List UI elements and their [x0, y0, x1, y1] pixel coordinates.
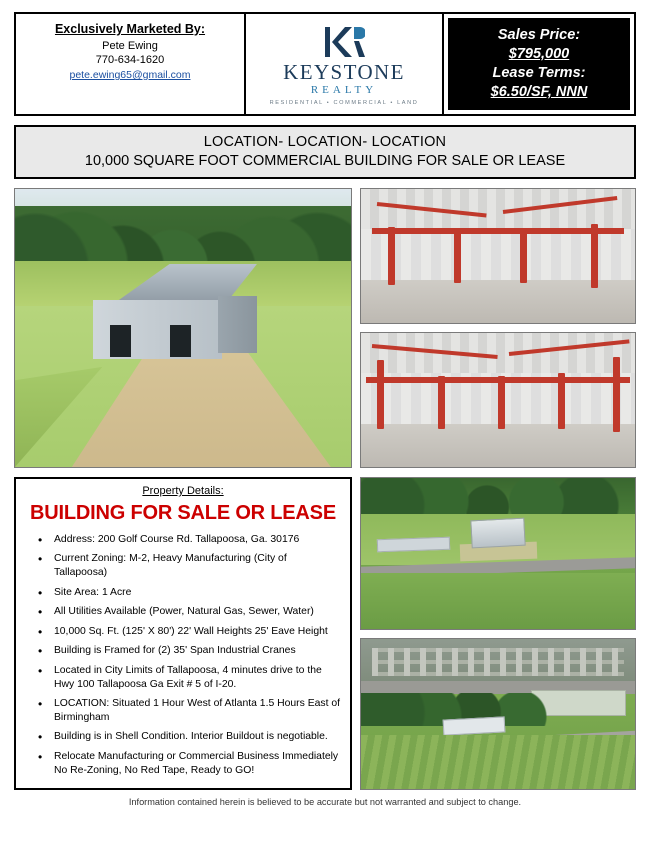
photo-steel-column [388, 227, 395, 286]
list-item: • Current Zoning: M-2, Heavy Manufacturing (City of Tallapoosa) [42, 552, 342, 580]
photo-building-door-left [110, 325, 131, 357]
details-bullet-list [24, 533, 342, 778]
photo-town-area [361, 639, 635, 684]
property-details-panel [14, 477, 352, 790]
details-heading: BUILDING FOR SALE OR LEASE [30, 502, 336, 524]
headline-banner [14, 125, 636, 179]
list-item: • LOCATION: Situated 1 Hour West of Atlanta 1.5 Hours East of Birmingham [42, 697, 342, 725]
kr-monogram-icon [323, 25, 365, 59]
photo-roof-deck [361, 333, 635, 374]
photo-subject-building [443, 717, 506, 736]
interior-photo-column [360, 188, 636, 468]
photo-building-door-right [170, 325, 191, 357]
exclusively-marketed-by-label: Exclusively Marketed By: [54, 22, 206, 36]
photo-tree-canopy [361, 478, 635, 517]
lease-terms-label: Lease Terms: [492, 65, 586, 81]
agent-email-link[interactable]: pete.ewing65@gmail.com [69, 69, 191, 81]
headline-line-2: 10,000 SQUARE FOOT COMMERCIAL BUILDING FOR SALE OR LEASE [84, 153, 566, 169]
price-panel [444, 14, 634, 114]
photo-steel-column [591, 224, 598, 288]
list-item: • All Utilities Available (Power, Natural Gas, Sewer, Water) [42, 605, 342, 619]
interior-shell-photo-1 [360, 188, 636, 324]
photo-steel-column [498, 376, 505, 430]
exterior-building-photo [14, 188, 352, 468]
logo-tagline: RESIDENTIAL • COMMERCIAL • LAND [269, 99, 419, 106]
details-and-aerials-row [14, 477, 636, 790]
lease-terms-value: $6.50/SF, NNN [490, 84, 588, 101]
photo-steel-column [454, 229, 461, 283]
sales-price-value: $795,000 [508, 45, 570, 62]
list-item: • Address: 200 Golf Course Rd. Tallapoosa, Ga. 30176 [42, 533, 342, 547]
list-item: • Site Area: 1 Acre [42, 586, 342, 600]
aerial-photo-column [360, 477, 636, 790]
list-item: • Building is Framed for (2) 35' Span Industrial Cranes [42, 644, 342, 658]
photo-metal-building [82, 264, 257, 359]
photo-building-side-wall [218, 296, 256, 353]
photo-steel-column [438, 376, 445, 430]
aerial-area-context-photo [360, 638, 636, 791]
photo-row-top [14, 188, 636, 468]
list-item: • Relocate Manufacturing or Commercial Business Immediately No Re-Zoning, No Red Tape, Ready to GO! [42, 750, 342, 778]
photo-steel-beam [372, 228, 624, 234]
interior-shell-photo-2 [360, 332, 636, 468]
photo-steel-column [558, 373, 565, 429]
logo-wordmark: KEYSTONE [283, 59, 405, 84]
list-item: • Building is in Shell Condition. Interior Buildout is negotiable. [42, 730, 342, 744]
photo-foreground-field [361, 573, 635, 629]
agent-phone: 770-634-1620 [95, 54, 165, 66]
brand-logo [244, 14, 444, 114]
photo-steel-column [613, 357, 620, 432]
photo-steel-column [377, 360, 384, 430]
property-details-label: Property Details: [142, 485, 224, 497]
headline-line-1: LOCATION- LOCATION- LOCATION [203, 134, 447, 150]
photo-crop-field [361, 735, 635, 789]
photo-concrete-floor [361, 424, 635, 467]
sales-price-label: Sales Price: [497, 26, 581, 43]
aerial-property-photo [360, 477, 636, 630]
header-contact-block [16, 14, 244, 114]
header [14, 12, 636, 116]
list-item: • Located in City Limits of Tallapoosa, 4 minutes drive to the Hwy 100 Tallapoosa Ga Exit # 5 of I-20. [42, 664, 342, 692]
agent-name: Pete Ewing [102, 40, 158, 52]
logo-subtitle: REALTY [310, 83, 378, 96]
photo-subject-building [470, 517, 525, 547]
disclaimer-footer: Information contained herein is believed to be accurate but not warranted and subject to change. [128, 797, 522, 807]
photo-treeline [15, 206, 351, 267]
list-item: • 10,000 Sq. Ft. (125' X 80') 22' Wall Heights 25' Eave Height [42, 625, 342, 639]
photo-steel-column [520, 229, 527, 283]
price-box [448, 18, 630, 110]
